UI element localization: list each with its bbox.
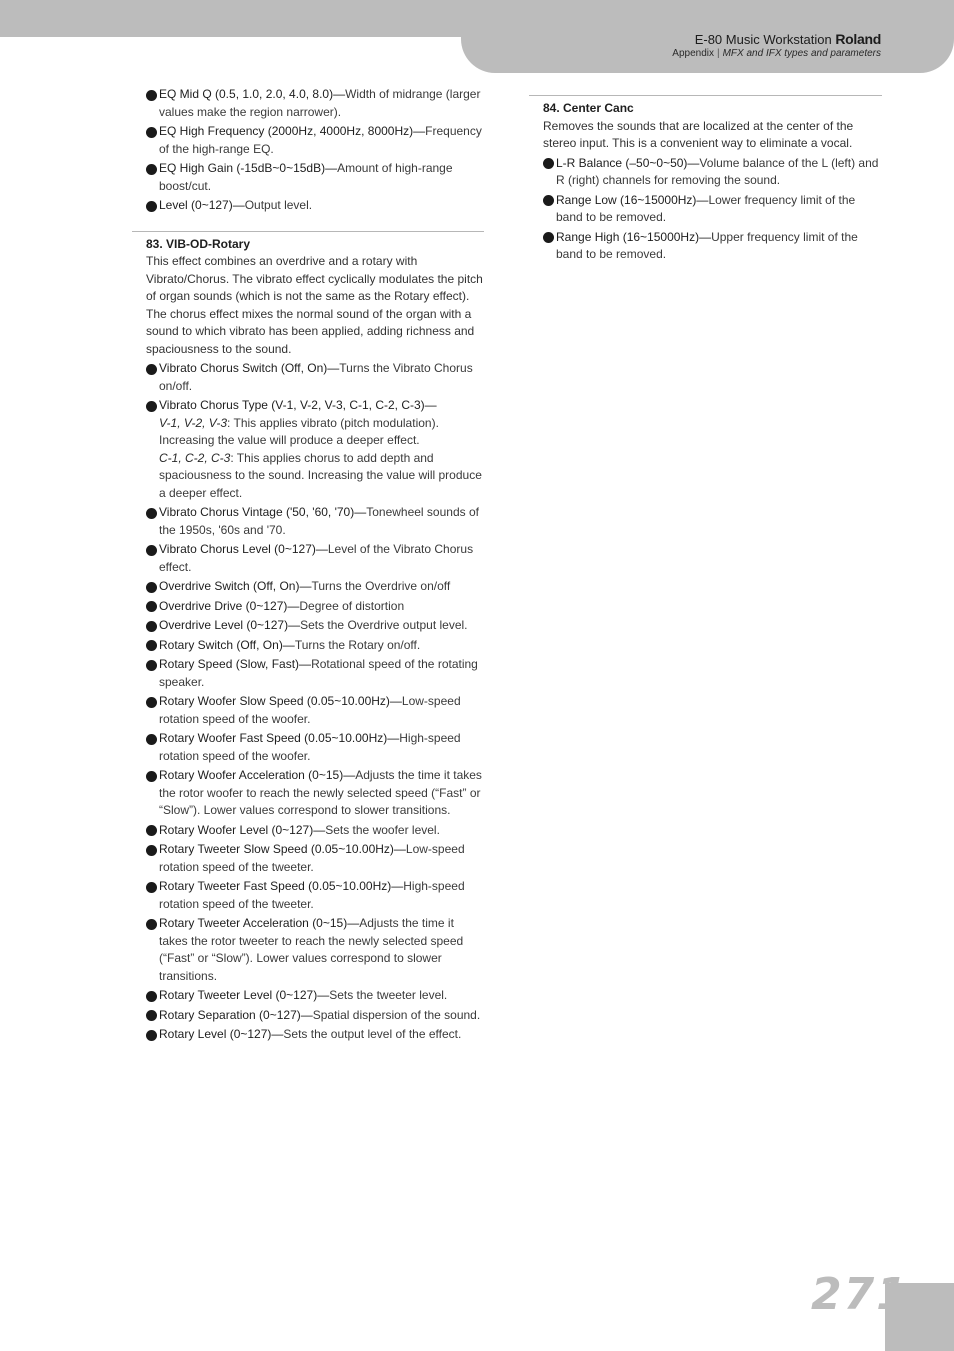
type-option-v: [159, 415, 484, 450]
param-name: Vibrato Chorus Type (V-1, V-2, V-3, C-1, C-2, C-3)—: [159, 398, 437, 412]
param-desc: Adjusts the time it takes the rotor woofer to reach the newly selected speed (“Fast” or “Slow”). Lower values correspond to slower transitions.: [159, 768, 482, 817]
list-item: [146, 578, 484, 596]
list-item: [146, 197, 484, 215]
param-desc: Level of the Vibrato Chorus effect.: [159, 542, 474, 574]
list-item: [146, 160, 484, 195]
param-name: Overdrive Level (0~127)—: [159, 618, 301, 632]
parameter-list: [543, 155, 882, 264]
list-item: [146, 656, 484, 691]
left-top-list: [146, 86, 484, 215]
bullet-icon: [146, 601, 157, 612]
list-item: [146, 637, 484, 655]
param-name: Overdrive Switch (Off, On)—: [159, 579, 312, 593]
param-name: Overdrive Drive (0~127)—: [159, 598, 300, 613]
list-item: [146, 123, 484, 158]
list-item: [146, 541, 484, 576]
bullet-icon: [146, 545, 157, 556]
param-name: Rotary Tweeter Level (0~127)—: [159, 988, 330, 1002]
list-item: [146, 617, 484, 635]
param-name: Level (0~127)—: [159, 198, 245, 212]
header-breadcrumb: Appendix | MFX and IFX types and parameters: [672, 48, 881, 59]
list-item: [146, 841, 484, 876]
page-number: 271: [811, 1269, 909, 1320]
bullet-icon: [146, 621, 157, 632]
left-column: [146, 86, 484, 1046]
bullet-icon: [146, 882, 157, 893]
param-desc: Amount of high-range boost/cut.: [159, 161, 453, 193]
param-name: L-R Balance (–50~0~50)—: [556, 155, 700, 170]
list-item: [543, 229, 882, 264]
param-desc: High-speed rotation speed of the tweeter.: [159, 879, 465, 911]
parameter-list: [146, 360, 484, 395]
param-desc: High-speed rotation speed of the woofer.: [159, 731, 461, 763]
brand-logo: Roland: [835, 31, 881, 47]
bullet-icon: [146, 401, 157, 412]
bullet-icon: [543, 158, 554, 169]
param-desc: Sets the woofer level.: [325, 822, 440, 837]
header-title: [695, 31, 881, 47]
param-desc: Output level.: [244, 198, 313, 212]
param-desc: Turns the Vibrato Chorus on/off.: [159, 361, 473, 393]
param-desc: Tonewheel sounds of the 1950s, '60s and '70.: [159, 505, 479, 537]
param-name: EQ Mid Q (0.5, 1.0, 2.0, 4.0, 8.0)—: [159, 87, 346, 101]
product-name: E-80 Music Workstation: [694, 32, 832, 47]
param-desc: Degree of distortion: [299, 598, 405, 613]
param-name: Rotary Woofer Level (0~127)—: [159, 822, 326, 837]
breadcrumb-subsection: MFX and IFX types and parameters: [722, 48, 881, 59]
param-desc: Low-speed rotation speed of the tweeter.: [159, 842, 465, 874]
right-column: [543, 95, 882, 266]
param-desc: Sets the Overdrive output level.: [300, 618, 468, 632]
breadcrumb-section: Appendix: [672, 48, 714, 59]
list-item: [146, 915, 484, 985]
list-item: [146, 878, 484, 913]
bullet-icon: [146, 640, 157, 651]
bullet-icon: [146, 127, 157, 138]
list-item: [146, 1007, 484, 1025]
list-item: [146, 504, 484, 539]
type-label-c: C-1, C-2, C-3: [159, 450, 231, 465]
bullet-icon: [146, 845, 157, 856]
param-name: EQ High Frequency (2000Hz, 4000Hz, 8000Hz)—: [159, 124, 426, 138]
bullet-icon: [146, 508, 157, 519]
parameter-list: [146, 504, 484, 1044]
param-name: EQ High Gain (-15dB~0~15dB)—: [159, 161, 338, 175]
bullet-icon: [146, 1030, 157, 1041]
bullet-icon: [146, 697, 157, 708]
param-desc: Upper frequency limit of the band to be removed.: [556, 229, 858, 261]
bullet-icon: [146, 771, 157, 782]
param-desc: Frequency of the high-range EQ.: [159, 124, 482, 156]
bullet-icon: [146, 164, 157, 175]
param-desc: Turns the Overdrive on/off: [311, 579, 451, 593]
type-desc-v: : This applies vibrato (pitch modulation). Increasing the value will produce a deeper effect.: [159, 415, 439, 447]
bullet-icon: [146, 364, 157, 375]
section-title: 83. VIB-OD-Rotary: [146, 236, 251, 251]
param-name: Vibrato Chorus Level (0~127)—: [159, 542, 328, 556]
type-option-c: [159, 450, 484, 503]
param-name: Vibrato Chorus Vintage ('50, '60, '70)—: [159, 505, 367, 519]
param-name: Rotary Switch (Off, On)—: [159, 637, 295, 652]
param-name: Range High (16~15000Hz)—: [556, 229, 712, 244]
param-name: Rotary Tweeter Acceleration (0~15)—: [159, 916, 360, 930]
param-name: Rotary Woofer Acceleration (0~15)—: [159, 768, 356, 782]
section-description: This effect combines an overdrive and a rotary with Vibrato/Chorus. The vibrato effect cyclically modulates the pitch of organ sounds (which is not the same as the Rotary effect). The chorus effect mixes the normal sound of the organ with a sound to which vibrato has been applied, adding richness and spaciousness to the sound.: [146, 254, 483, 356]
bullet-icon: [146, 825, 157, 836]
list-item: [543, 155, 882, 190]
bullet-icon: [146, 1010, 157, 1021]
list-item: [543, 192, 882, 227]
list-item: [146, 987, 484, 1005]
section-83: [132, 231, 484, 1044]
list-item: [146, 693, 484, 728]
type-label-v: V-1, V-2, V-3: [159, 415, 228, 430]
param-name: Rotary Tweeter Slow Speed (0.05~10.00Hz)—: [159, 842, 406, 856]
bullet-icon: [146, 660, 157, 671]
section-title: 84. Center Canc: [543, 101, 634, 115]
bullet-icon: [146, 201, 157, 212]
param-name: Rotary Speed (Slow, Fast)—: [159, 657, 312, 671]
bullet-icon: [146, 734, 157, 745]
param-desc: Adjusts the time it takes the rotor tweeter to reach the newly selected speed (“Fast” or “Slow”). Lower values correspond to slower transitions.: [159, 916, 464, 983]
param-desc: Low-speed rotation speed of the woofer.: [159, 694, 461, 726]
list-item: [146, 86, 484, 121]
bullet-icon: [146, 991, 157, 1002]
param-name: Vibrato Chorus Switch (Off, On)—: [159, 361, 340, 375]
list-item: [146, 397, 484, 502]
bullet-icon: [543, 195, 554, 206]
param-name: Rotary Separation (0~127)—: [159, 1007, 313, 1022]
param-name: Rotary Level (0~127)—: [159, 1027, 284, 1041]
bullet-icon: [146, 919, 157, 930]
param-desc: Lower frequency limit of the band to be removed.: [556, 192, 856, 224]
list-item: [146, 598, 484, 616]
section-description: Removes the sounds that are localized at the center of the stereo input. This is a convenient way to eliminate a vocal.: [543, 118, 854, 150]
param-desc: Turns the Rotary on/off.: [294, 637, 421, 652]
param-name: Rotary Tweeter Fast Speed (0.05~10.00Hz)—: [159, 879, 404, 893]
param-desc: Width of midrange (larger values make the region narrower).: [159, 87, 481, 119]
param-desc: Sets the output level of the effect.: [283, 1027, 462, 1041]
section-84: [529, 95, 882, 264]
bullet-icon: [543, 232, 554, 243]
list-item: [146, 767, 484, 820]
bullet-icon: [146, 90, 157, 101]
param-name: Rotary Woofer Fast Speed (0.05~10.00Hz)—: [159, 731, 400, 745]
list-item: [146, 1026, 484, 1044]
param-desc: Sets the tweeter level.: [329, 988, 448, 1002]
param-desc: Rotational speed of the rotating speaker.: [159, 657, 478, 689]
bullet-icon: [146, 582, 157, 593]
param-name: Rotary Woofer Slow Speed (0.05~10.00Hz)—: [159, 694, 402, 708]
param-desc: Volume balance of the L (left) and R (right) channels for removing the sound.: [556, 155, 879, 187]
list-item: [146, 822, 484, 840]
list-item: [146, 730, 484, 765]
list-item: [146, 360, 484, 395]
param-name: Range Low (16~15000Hz)—: [556, 192, 709, 207]
param-desc: Spatial dispersion of the sound.: [312, 1007, 481, 1022]
type-desc-c: : This applies chorus to add depth and spaciousness to the sound. Increasing the value will produce a deeper effect.: [159, 450, 482, 500]
